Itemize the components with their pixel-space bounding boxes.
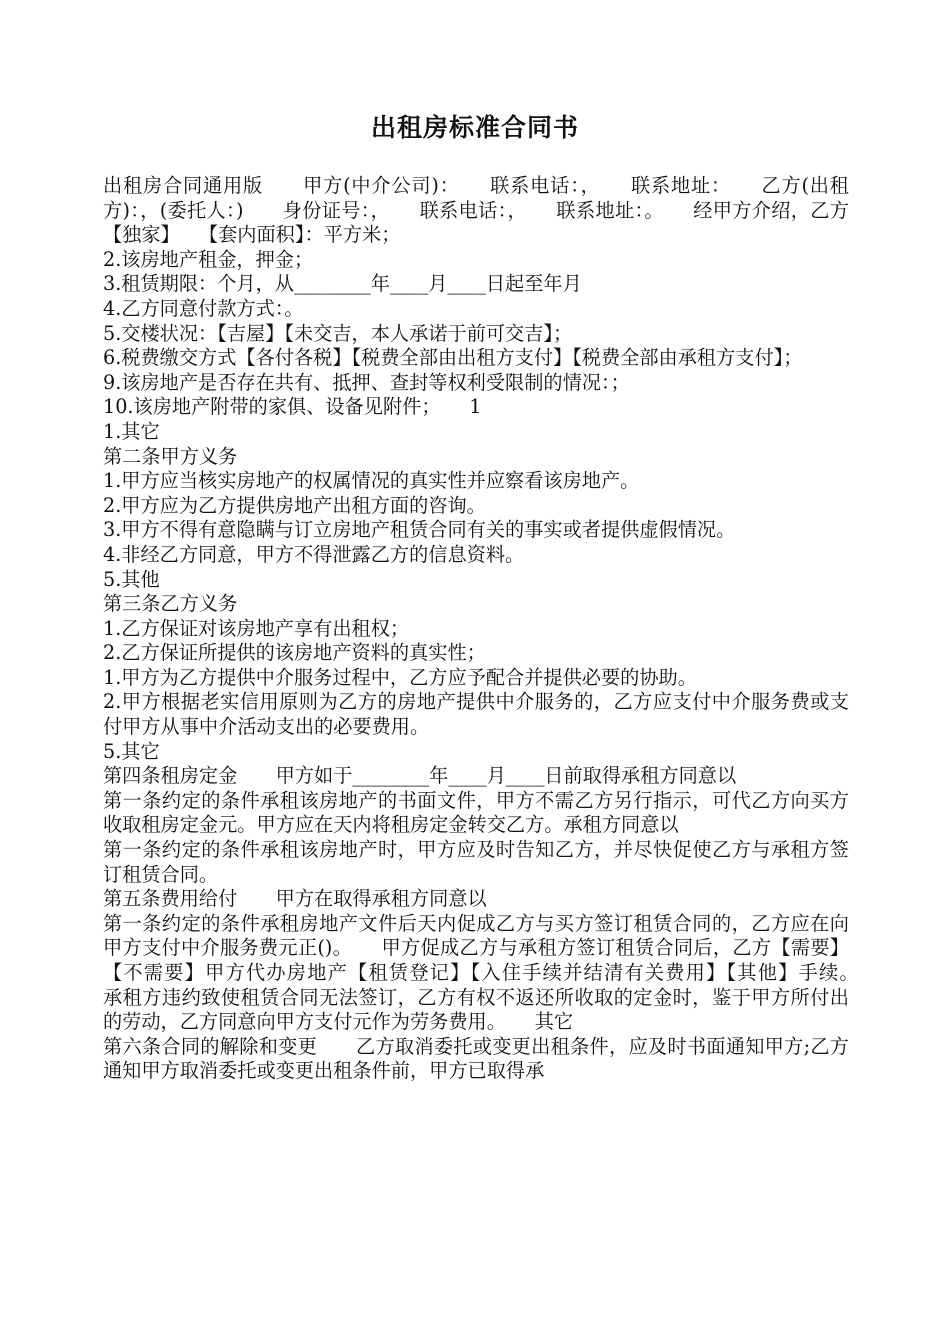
section-heading: 第五条费用给付 甲方在取得承租方同意以 — [103, 887, 487, 911]
paragraph: 2.该房地产租金，押金； — [103, 247, 314, 271]
paragraph: 第一条约定的条件承租该房地产时，甲方应及时告知乙方，并尽快促使乙方与承租方签订租赁合同。 — [103, 838, 849, 886]
paragraph: 4.乙方同意付款方式：。 — [103, 296, 304, 320]
paragraph: 10.该房地产附带的家俱、设备见附件； 1 — [103, 395, 482, 419]
paragraph: 5.交楼状况：【吉屋】【未交吉，本人承诺于前可交吉】； — [103, 321, 573, 345]
paragraph: 5.其他 — [103, 567, 160, 591]
section-heading: 第三条乙方义务 — [103, 592, 238, 616]
paragraph: 5.其它 — [103, 739, 160, 763]
paragraph: 3.甲方不得有意隐瞒与订立房地产租赁合同有关的事实或者提供虚假情况。 — [103, 518, 736, 542]
section-heading: 第四条租房定金 甲方如于________年____月____日前取得承租方同意以 — [103, 764, 737, 788]
section-heading: 第二条甲方义务 — [103, 444, 238, 468]
paragraph: 1.甲方为乙方提供中介服务过程中，乙方应予配合并提供必要的协助。 — [103, 665, 697, 689]
paragraph: 1.乙方保证对该房地产享有出租权； — [103, 616, 410, 640]
paragraph: 出租房合同通用版 甲方(中介公司)： 联系电话：， 联系地址： 乙方(出租方)：，(委托人：) 身份证号：， 联系电话：， 联系地址：。 经甲方介绍，乙方【独家】 【套内面积】：平方米； — [103, 174, 849, 247]
document-title: 出租房标准合同书 — [370, 113, 579, 142]
paragraph: 第一条约定的条件承租房地产文件后天内促成乙方与买方签订租赁合同的，乙方应在向甲方支付中介服务费元正()。 甲方促成乙方与承租方签订租赁合同后，乙方【需要】【不需要】甲方代办房地产【租赁登记】【入住手续并结清有关费用】【其他】手续。 承租方违约致使租赁合同无法签订，乙方有权不返还所收取的定金时，鉴于甲方所付出的劳动，乙方同意向甲方支付元作为劳务费用。 其它 — [103, 911, 888, 1034]
paragraph: 4.非经乙方同意，甲方不得泄露乙方的信息资料。 — [103, 542, 525, 566]
paragraph: 2.甲方应为乙方提供房地产出租方面的咨询。 — [103, 493, 486, 517]
paragraph: 2.乙方保证所提供的该房地产资料的真实性； — [103, 641, 486, 665]
paragraph: 6.税费缴交方式【各付各税】【税费全部由出租方支付】【税费全部由承租方支付】； — [103, 346, 803, 370]
section-heading: 第六条合同的解除和变更 乙方取消委托或变更出租条件，应及时书面通知甲方;乙方通知甲方取消委托或变更出租条件前，甲方已取得承 — [103, 1034, 849, 1083]
paragraph: 1.其它 — [103, 419, 160, 443]
paragraph: 9.该房地产是否存在共有、抵押、查封等权利受限制的情况：； — [103, 370, 630, 394]
document-body — [103, 174, 888, 1084]
paragraph: 2.甲方根据老实信用原则为乙方的房地产提供中介服务的，乙方应支付中介服务费或支付甲方从事中介活动支出的必要费用。 — [103, 690, 849, 739]
paragraph: 第一条约定的条件承租该房地产的书面文件，甲方不需乙方另行指示，可代乙方向买方收取租房定金元。甲方应在天内将租房定金转交乙方。承租方同意以 — [103, 788, 849, 837]
paragraph: 1.甲方应当核实房地产的权属情况的真实性并应察看该房地产。 — [103, 469, 640, 493]
paragraph: 3.租赁期限：个月，从________年____月____日起至年月 — [103, 272, 582, 296]
